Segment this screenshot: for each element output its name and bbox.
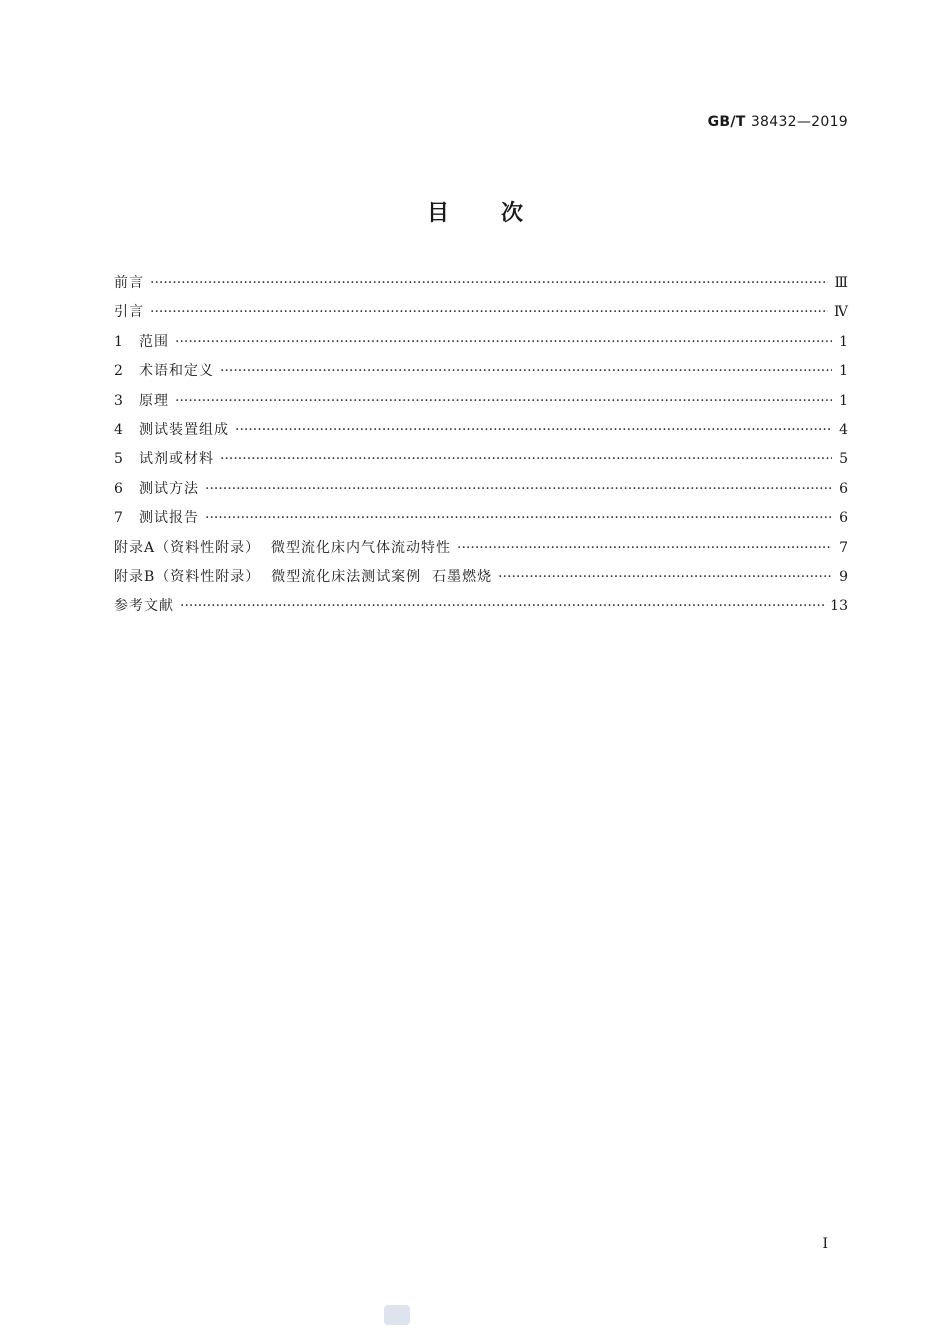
toc-page: 9 bbox=[839, 568, 848, 585]
toc-number: 3 bbox=[114, 392, 123, 409]
toc-entry-reagents[interactable] bbox=[114, 448, 848, 477]
toc-leader-dots bbox=[175, 334, 832, 350]
toc-label: 原理 bbox=[139, 392, 169, 409]
toc-number: 7 bbox=[114, 510, 123, 527]
toc-page: Ⅳ bbox=[834, 304, 848, 321]
table-of-contents bbox=[114, 272, 848, 625]
toc-leader-dots bbox=[235, 422, 832, 438]
toc-page: Ⅲ bbox=[834, 275, 848, 291]
toc-entry-bibliography[interactable] bbox=[114, 595, 848, 624]
toc-entry-principle[interactable] bbox=[114, 390, 848, 419]
toc-label: 范围 bbox=[139, 333, 169, 350]
standard-prefix: GB/T bbox=[707, 114, 746, 130]
toc-page: 6 bbox=[839, 510, 848, 527]
toc-label: 测试方法 bbox=[139, 480, 199, 497]
toc-entry-terms[interactable] bbox=[114, 360, 848, 389]
toc-leader-dots bbox=[205, 481, 832, 497]
toc-page: 1 bbox=[839, 392, 848, 409]
toc-number: 4 bbox=[114, 421, 123, 438]
toc-leader-dots bbox=[175, 393, 832, 409]
toc-label: 测试报告 bbox=[139, 510, 199, 527]
toc-label: 术语和定义 bbox=[139, 363, 214, 380]
standard-code bbox=[708, 114, 848, 130]
toc-number: 5 bbox=[114, 451, 123, 468]
toc-page: 5 bbox=[839, 451, 848, 468]
standard-number: 38432—2019 bbox=[750, 114, 848, 130]
toc-label: 试剂或材料 bbox=[139, 451, 214, 468]
toc-entry-report[interactable] bbox=[114, 507, 848, 536]
page-title: 目次 bbox=[426, 201, 575, 226]
toc-entry-method[interactable] bbox=[114, 478, 848, 507]
toc-label: 附录B（资料性附录） 微型流化床法测试案例 石墨燃烧 bbox=[114, 568, 493, 585]
toc-entry-annex-a[interactable] bbox=[114, 537, 848, 566]
toc-leader-dots bbox=[150, 275, 828, 291]
toc-leader-dots bbox=[457, 540, 832, 556]
toc-number: 2 bbox=[114, 363, 123, 380]
toc-page: 13 bbox=[830, 598, 848, 615]
toc-page: 1 bbox=[839, 333, 848, 350]
toc-entry-introduction[interactable] bbox=[114, 301, 848, 330]
toc-leader-dots bbox=[220, 363, 832, 379]
toc-entry-apparatus[interactable] bbox=[114, 419, 848, 448]
toc-page: 7 bbox=[839, 539, 848, 556]
toc-page: 6 bbox=[839, 480, 848, 497]
toc-page: 1 bbox=[839, 363, 848, 380]
toc-number: 6 bbox=[114, 480, 123, 497]
toc-number: 1 bbox=[114, 333, 123, 350]
toc-label: 附录A（资料性附录） 微型流化床内气体流动特性 bbox=[114, 539, 452, 556]
watermark-logo-icon bbox=[384, 1305, 410, 1325]
toc-label: 引言 bbox=[114, 304, 144, 321]
toc-entry-foreword[interactable] bbox=[114, 272, 848, 301]
toc-leader-dots bbox=[205, 510, 832, 526]
toc-leader-dots bbox=[498, 569, 832, 585]
toc-page: 4 bbox=[839, 421, 848, 438]
toc-entry-scope[interactable] bbox=[114, 331, 848, 360]
toc-leader-dots bbox=[150, 304, 828, 320]
toc-entry-annex-b[interactable] bbox=[114, 566, 848, 595]
page-folio: Ⅰ bbox=[822, 1236, 828, 1252]
toc-label: 前言 bbox=[114, 275, 144, 291]
toc-leader-dots bbox=[220, 451, 832, 467]
toc-leader-dots bbox=[180, 598, 824, 614]
toc-label: 测试装置组成 bbox=[139, 421, 229, 438]
toc-label: 参考文献 bbox=[114, 598, 174, 615]
